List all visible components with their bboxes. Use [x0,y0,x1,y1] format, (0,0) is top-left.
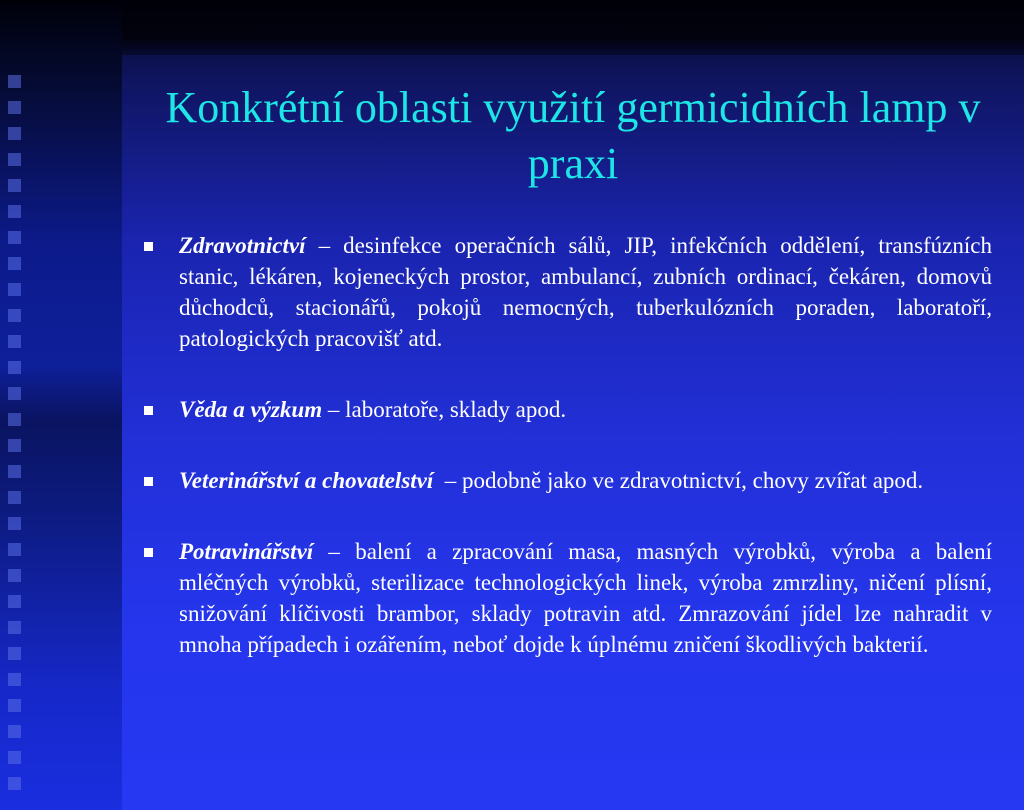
square-bullet-icon [144,242,153,251]
left-decorative-panel [0,0,122,810]
top-dark-band [0,0,1024,55]
square-bullet-icon [144,477,153,486]
item-text: – desinfekce operačních sálů, JIP, infekčních oddělení, transfúzních stanic, lékáren, kojeneckých prostor, ambulancí, zubních ordinací, čekáren, domovů důchodců, stacionářů, pokojů nemocných, tuberkulózních poraden, laboratoří, patologických pracovišť atd. [179,233,992,351]
item-term: Veterinářství a chovatelství [179,468,434,493]
item-text: – balení a zpracování masa, masných výrobků, výroba a balení mléčných výrobků, sterilizace technologických linek, výroba zmrzliny, ničení plísní, snižování klíčivosti brambor, sklady potravin atd. Zmrazování jídel lze nahradit v mnoha případech i ozářením, neboť dojde k úplnému zničení škodlivých bakterií. [179,539,992,657]
item-text: – podobně jako ve zdravotnictví, chovy zvířat apod. [433,468,924,493]
item-term: Věda a výzkum [179,397,323,422]
decorative-squares-column [8,75,22,803]
bullet-list [140,230,992,700]
slide-title: Konkrétní oblasti využití germicidních lamp v praxi [165,83,981,188]
item-term: Zdravotnictví [179,233,306,258]
list-item-healthcare [140,230,992,354]
item-term: Potravinářství [179,539,314,564]
item-text: – laboratoře, sklady apod. [322,397,567,422]
list-item-science [140,394,992,425]
list-item-veterinary [140,465,992,496]
square-bullet-icon [144,406,153,415]
square-bullet-icon [144,548,153,557]
list-item-food-industry [140,536,992,660]
